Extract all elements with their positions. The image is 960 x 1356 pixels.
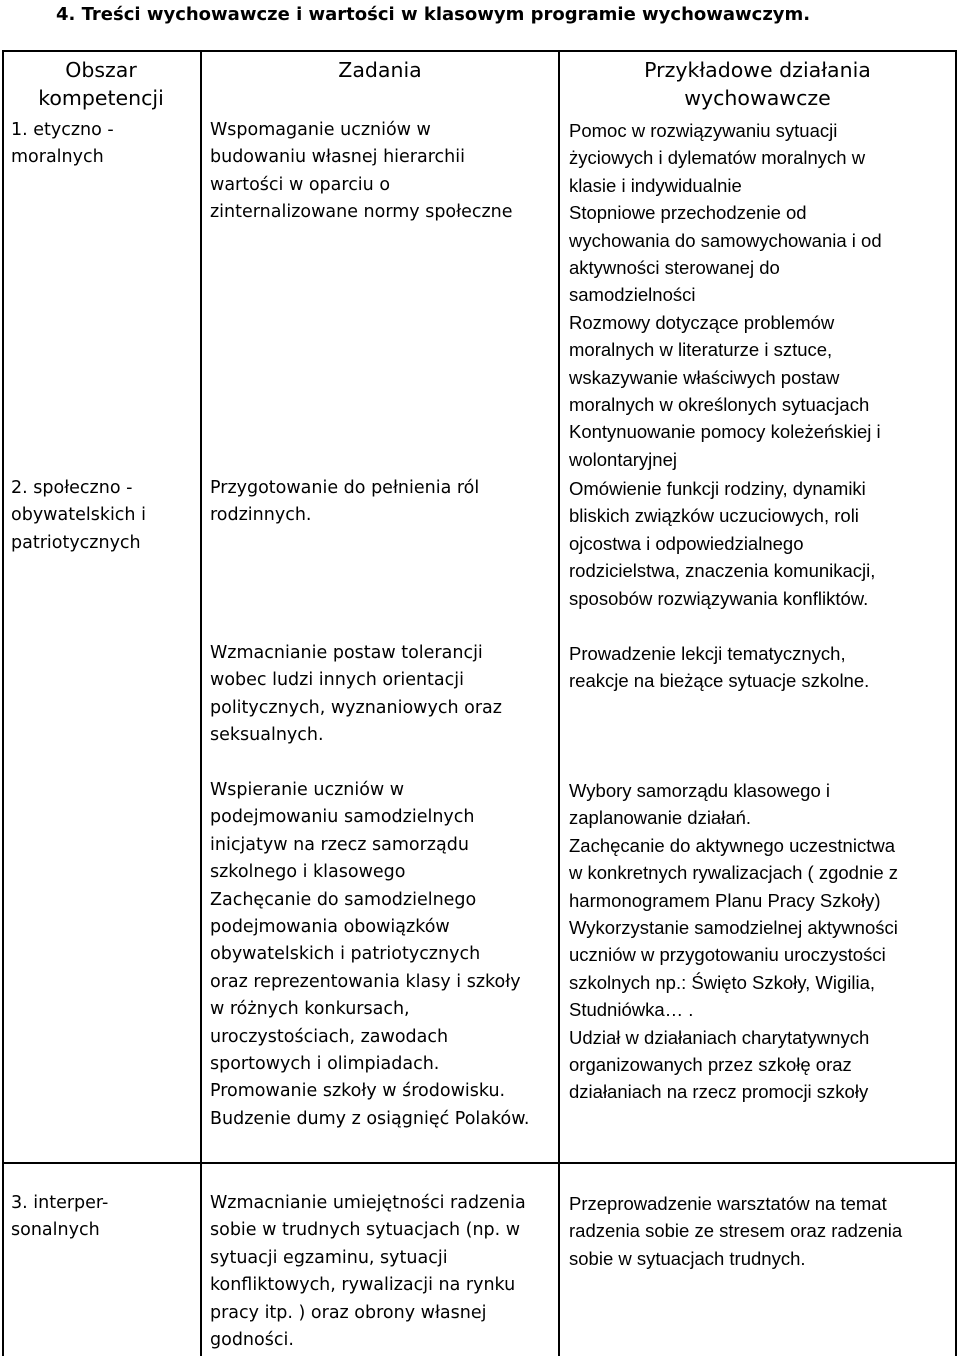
table-divider-2: [558, 50, 560, 1356]
section-heading: 4. Treści wychowawcze i wartości w klasowym programie wychowawczym.: [56, 4, 811, 25]
task-student-initiatives: Wspieranie uczniów w podejmowaniu samodzielnych inicjatyw na rzecz samorządu szkolnego i klasowego Zachęcanie do samodzielnego podejmowania obowiązków obywatelskich i patriotycznych oraz reprezentowania klasy i szkoły w różnych konkursach, uroczystościach, zawodach sportowych i olimpiadach. Promowanie szkoły w środowisku. Budzenie dumy z osiągnięć Polaków.: [210, 780, 530, 1129]
task-family-roles: Przygotowanie do pełnienia ról rodzinnych.: [210, 478, 480, 526]
action-class-council: Wybory samorządu klasowego i zaplanowanie działań. Zachęcanie do aktywnego uczestnictwa w konkretnych rywalizacjach ( zgodnie z harmonogramem Planu Pracy Szkoły) Wykorzystanie samodzielnej aktywności uczniów w przygotowaniu uroczystości szkolnych np.: Święto Szkoły, Wigilia, Studniówka… . Udział w działaniach charytatywnych organizowanych przez szkołę oraz działaniach na rzecz promocji szkoły: [569, 780, 899, 1103]
task-tolerance: Wzmacnianie postaw tolerancji wobec ludzi innych orientacji politycznych, wyznaniowych oraz seksualnych.: [210, 643, 502, 746]
action-stress-workshops: Przeprowadzenie warsztatów na temat radzenia sobie ze stresem oraz radzenia sobie w sytuacjach trudnych.: [569, 1193, 903, 1269]
row-separator: [2, 1162, 957, 1164]
header-area: Obszar kompetencji: [38, 58, 164, 110]
action-moral-support: Pomoc w rozwiązywaniu sytuacji życiowych i dylematów moralnych w klasie i indywidualnie Stopniowe przechodzenie od wychowania do samowychowania i od aktywności sterowanej do samodzielności Rozmowy dotyczące problemów moralnych w literaturze i sztuce, wskazywanie właściwych postaw moralnych w określonych sytuacjach Kontynuowanie pomocy koleżeńskiej i wolontaryjnej: [569, 120, 882, 470]
table-border-left: [2, 50, 4, 1356]
action-family-discussion: Omówienie funkcji rodziny, dynamiki bliskich związków uczuciowych, roli ojcostwa i odpowiedzialnego rodzicielstwa, znaczenia komunikacji, sposobów rozwiązywania konfliktów.: [569, 478, 876, 609]
header-actions: Przykładowe działania wychowawcze: [644, 58, 871, 110]
action-thematic-lessons: Prowadzenie lekcji tematycznych, reakcje na bieżące sytuacje szkolne.: [569, 643, 870, 692]
task-value-hierarchy: Wspomaganie uczniów w budowaniu własnej hierarchii wartości w oparciu o zinternalizowane normy społeczne: [210, 120, 513, 223]
area-civic-patriotic: 2. społeczno - obywatelskich i patriotycznych: [11, 478, 146, 553]
table-divider-1: [200, 50, 202, 1356]
header-tasks: Zadania: [338, 58, 422, 82]
table-border-top: [2, 50, 957, 52]
area-interpersonal: 3. interper- sonalnych: [11, 1193, 109, 1241]
task-difficult-situations: Wzmacnianie umiejętności radzenia sobie w trudnych sytuacjach (np. w sytuacji egzaminu, sytuacji konfliktowych, rywalizacji na rynku pracy itp. ) oraz obrony własnej godności.: [210, 1193, 526, 1351]
area-ethical-moral: 1. etyczno - moralnych: [11, 120, 114, 168]
table-border-right: [955, 50, 957, 1356]
